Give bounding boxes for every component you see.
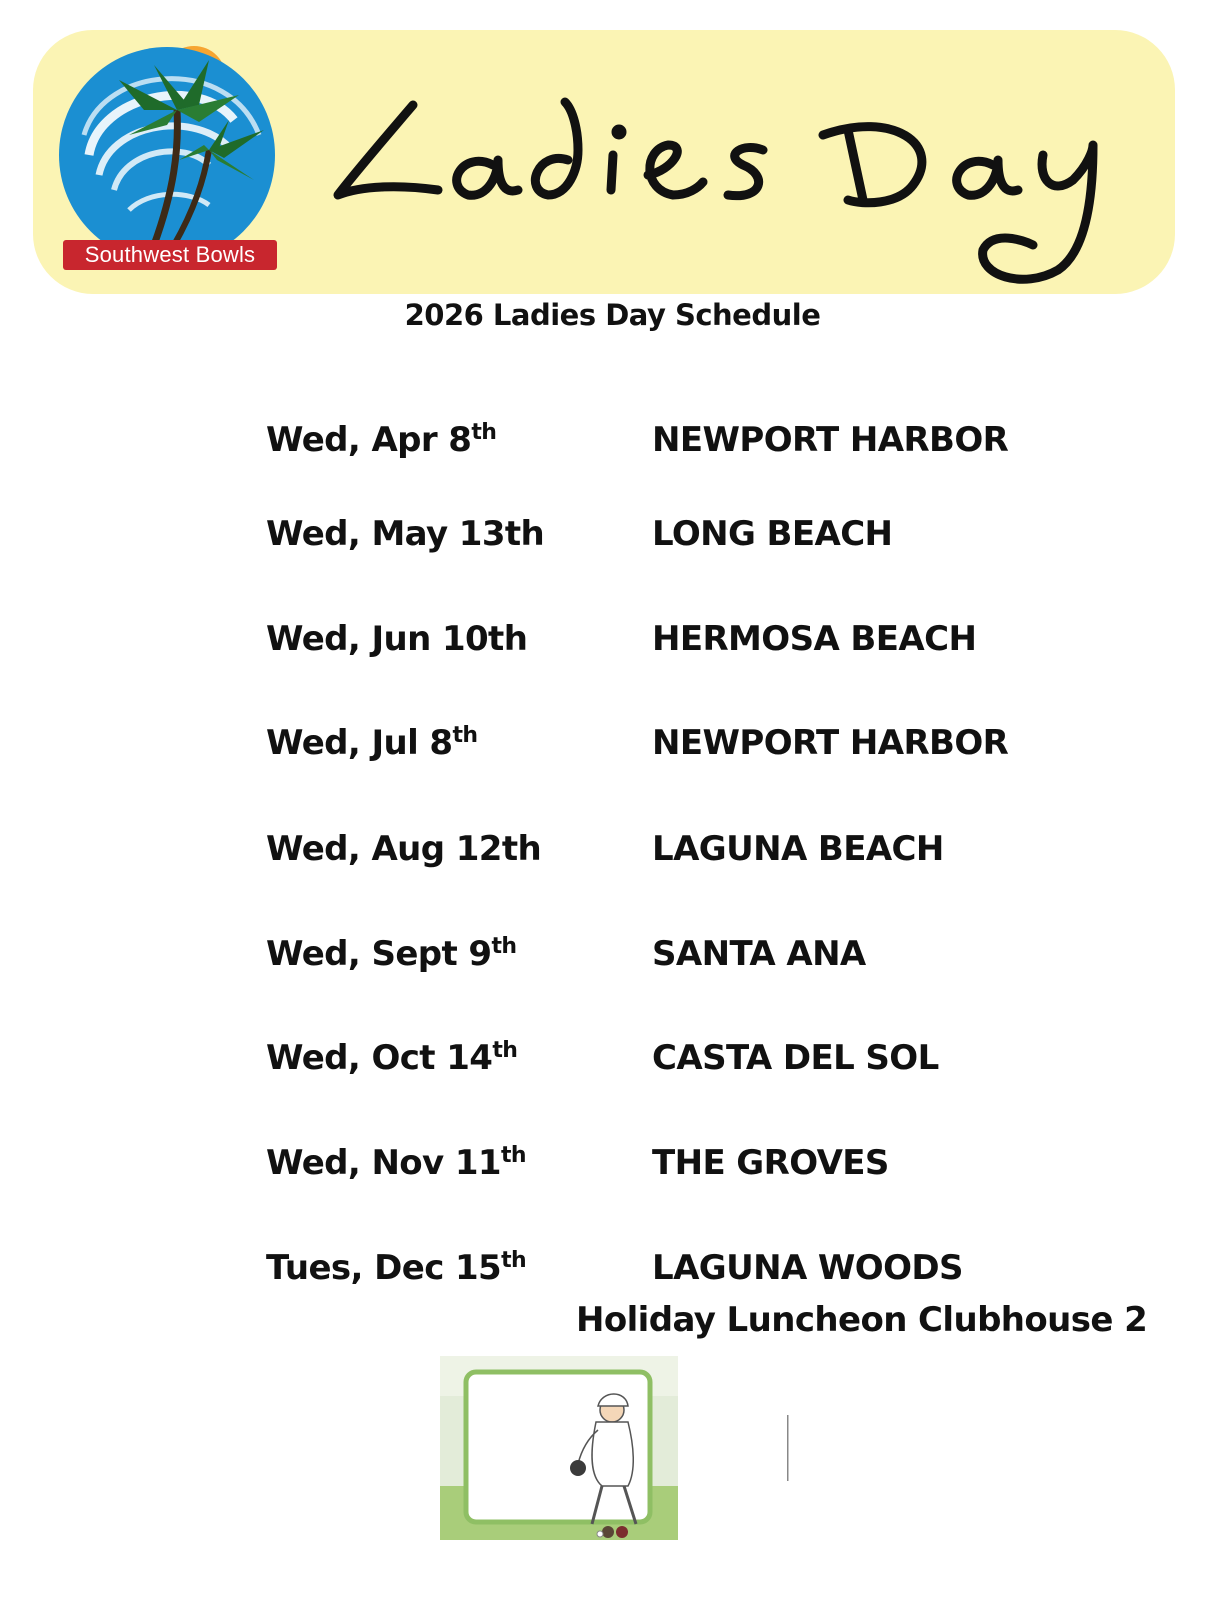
event-venue: LAGUNA WOODS (652, 1248, 963, 1288)
event-venue: NEWPORT HARBOR (652, 723, 1009, 763)
schedule-row (0, 619, 1212, 669)
schedule-title: 2026 Ladies Day Schedule (404, 298, 821, 332)
event-date: Wed, Oct 14th (266, 1038, 518, 1078)
event-venue: LONG BEACH (652, 514, 893, 554)
schedule-row (0, 1038, 1212, 1088)
divider-mark (786, 1415, 790, 1481)
logo-text: Southwest Bowls (63, 240, 277, 270)
schedule-row (0, 829, 1212, 879)
schedule-row (0, 934, 1212, 984)
event-date: Wed, Jun 10th (266, 619, 528, 659)
event-venue: NEWPORT HARBOR (652, 420, 1009, 460)
event-venue: LAGUNA BEACH (652, 829, 944, 869)
event-venue: THE GROVES (652, 1143, 889, 1183)
schedule-row (0, 723, 1212, 773)
lawn-bowler-clipart-icon (440, 1356, 678, 1540)
event-date: Wed, Aug 12th (266, 829, 542, 869)
event-note: Holiday Luncheon Clubhouse 2 (576, 1300, 1148, 1340)
event-date: Wed, Sept 9th (266, 934, 517, 974)
event-venue: HERMOSA BEACH (652, 619, 977, 659)
event-date: Wed, Jul 8th (266, 723, 478, 763)
event-date: Wed, Apr 8th (266, 420, 497, 460)
header-banner (33, 30, 1175, 294)
event-date: Tues, Dec 15th (266, 1248, 527, 1288)
schedule-row (0, 1143, 1212, 1193)
event-date: Wed, May 13th (266, 514, 545, 554)
schedule-row (0, 514, 1212, 564)
schedule-row (0, 420, 1212, 470)
schedule-row (0, 1248, 1212, 1298)
ladies-day-script-title (303, 50, 1153, 300)
event-venue: SANTA ANA (652, 934, 866, 974)
event-venue: CASTA DEL SOL (652, 1038, 939, 1078)
event-date: Wed, Nov 11th (266, 1143, 526, 1183)
